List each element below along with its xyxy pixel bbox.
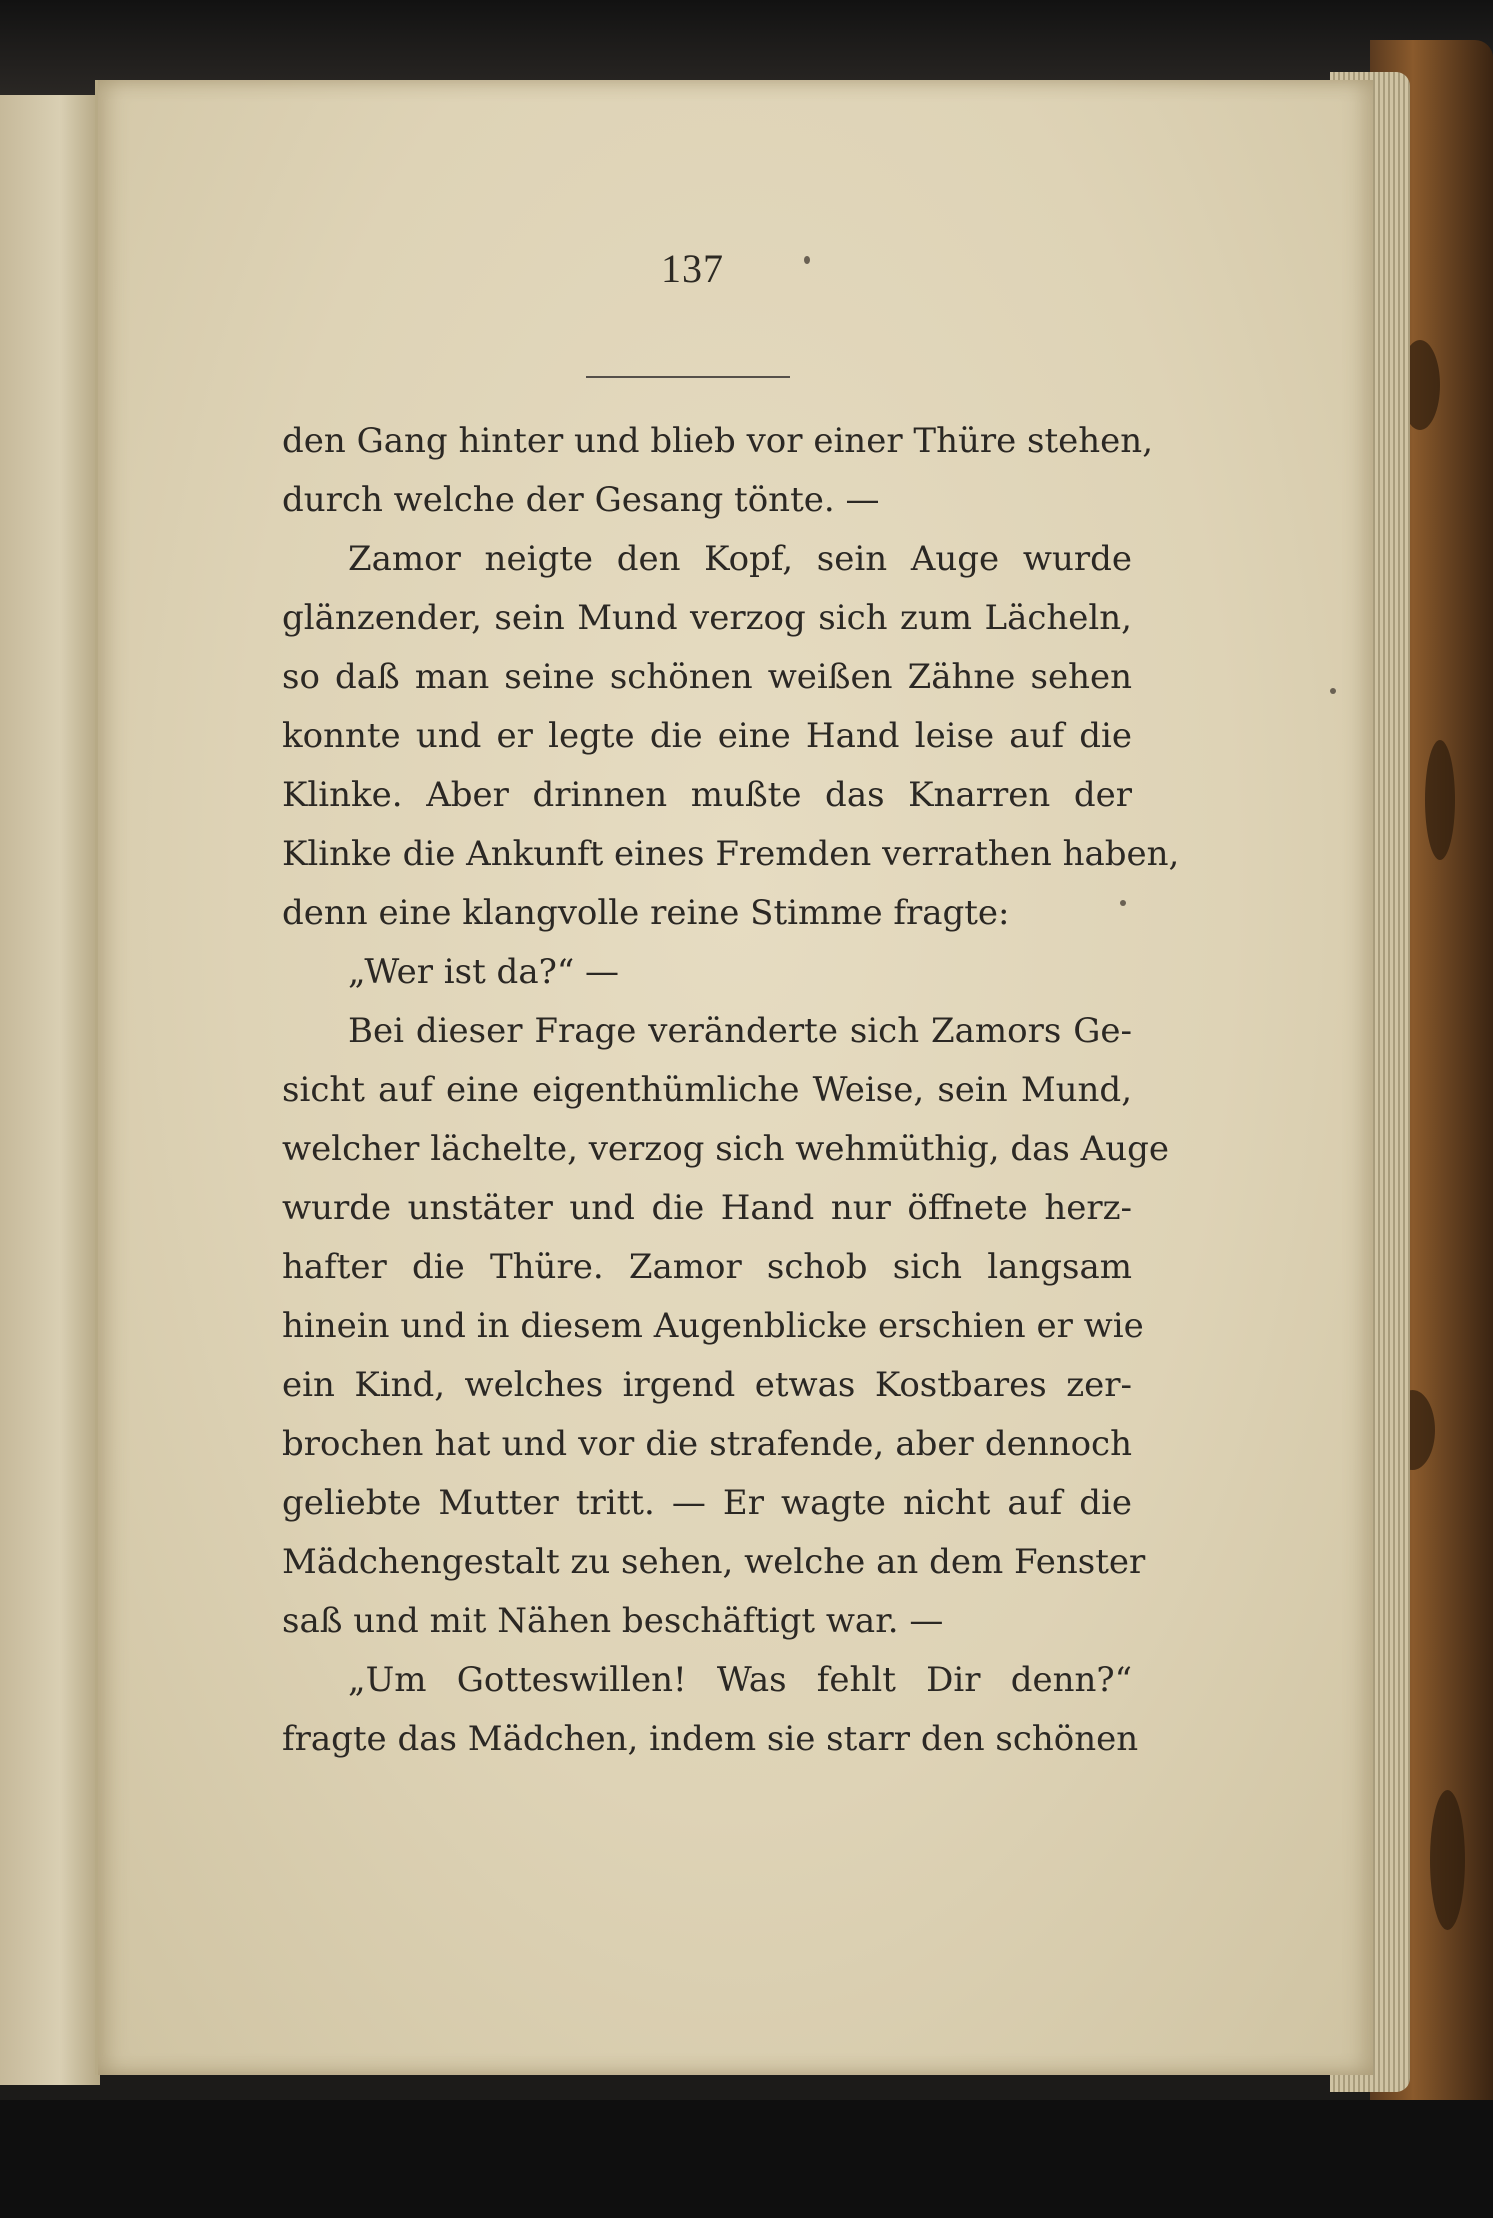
text-line: „Wer ist da?“ — [348,952,620,992]
text-line: Zamor neigte den Kopf, sein Auge wurde [348,539,1132,579]
text-line: konnte und er legte die eine Hand leise auf die [282,716,1132,756]
text-line: glänzender, sein Mund verzog sich zum Lächeln, [282,598,1132,638]
text-line: sicht auf eine eigenthümliche Weise, sein Mund, [282,1070,1132,1110]
text-line: geliebte Mutter tritt. — Er wagte nicht auf die [282,1483,1132,1523]
text-line: durch welche der Gesang tönte. — [282,480,880,520]
text-line: so daß man seine schönen weißen Zähne sehen [282,657,1132,697]
text-line: „Um Gotteswillen! Was fehlt Dir denn?“ [348,1660,1132,1700]
text-line: Klinke. Aber drinnen mußte das Knarren der [282,775,1132,815]
page-number: 137 [661,246,724,291]
body-text [282,412,1180,1769]
text-line: den Gang hinter und blieb vor einer Thüre stehen, [282,421,1154,461]
text-line: hinein und in diesem Augenblicke erschien er wie [282,1306,1144,1346]
background-bottom [0,2100,1493,2218]
text-line: saß und mit Nähen beschäftigt war. — [282,1601,944,1641]
text-line: fragte das Mädchen, indem sie starr den schönen [282,1719,1139,1759]
paper-fleck [1330,688,1336,694]
text-line: denn eine klangvolle reine Stimme fragte: [282,893,1010,933]
text-line: Mädchengestalt zu sehen, welche an dem Fenster [282,1542,1146,1582]
text-line: welcher lächelte, verzog sich wehmüthig, das Auge [282,1129,1170,1169]
text-line: Bei dieser Frage veränderte sich Zamors Ge- [348,1011,1132,1051]
cover-wear-spot [1430,1790,1465,1930]
cover-wear-spot [1425,740,1455,860]
text-line: brochen hat und vor die strafende, aber dennoch [282,1424,1132,1464]
left-page-edge [0,95,100,2085]
header-rule [586,376,790,378]
text-line: hafter die Thüre. Zamor schob sich langsam [282,1247,1132,1287]
text-line: ein Kind, welches irgend etwas Kostbares zer- [282,1365,1132,1405]
text-line: Klinke die Ankunft eines Fremden verrathen haben, [282,834,1180,874]
text-line: wurde unstäter und die Hand nur öffnete herz- [282,1188,1132,1228]
